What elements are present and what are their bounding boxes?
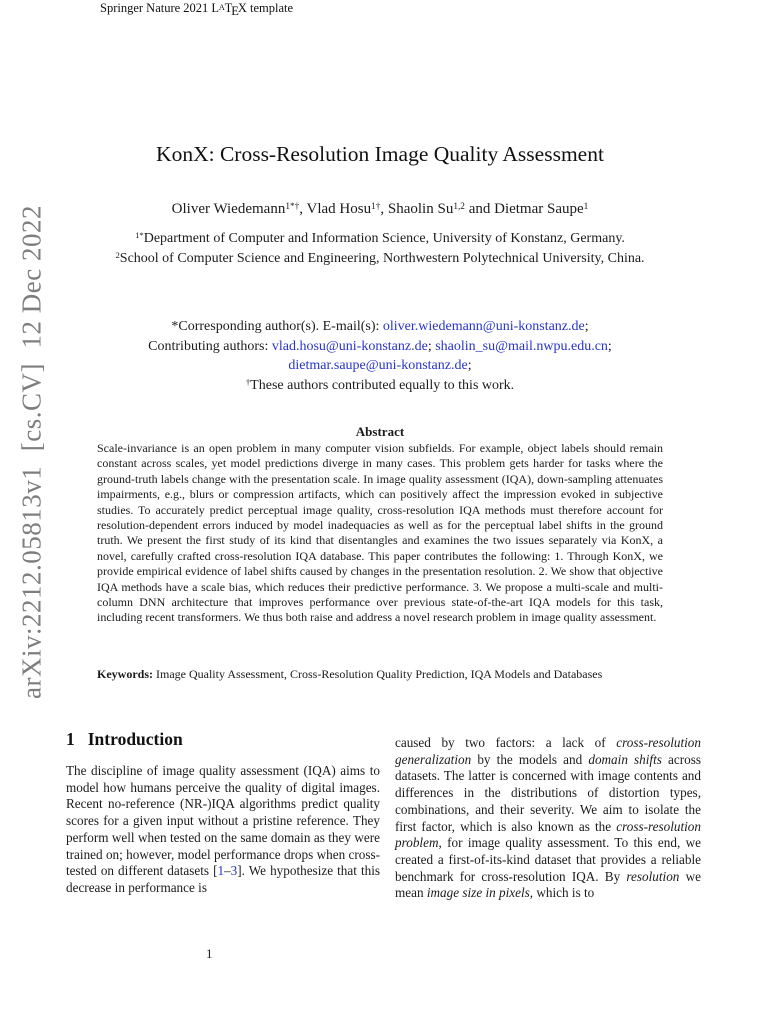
affiliation-2 [88,249,672,269]
text-run: and Dietmar Saupe [464,201,584,217]
keywords-line [97,667,663,682]
superscript: 1* [135,230,144,241]
text-run: – [224,863,231,879]
text-run: by the models and [471,751,589,767]
italic-text: cross-resolution problem [395,818,701,851]
text-run: , which is to [529,885,595,901]
keywords-label: Keywords: [97,667,153,681]
intro-right-column [395,735,701,902]
text-run: Oliver Wiedemann [171,201,286,217]
paper-title: KonX: Cross-Resolution Image Quality Assessment [156,142,604,166]
email-link[interactable]: dietmar.saupe@uni-konstanz.de [288,358,468,373]
italic-text: resolution [626,868,680,884]
text-run: School of Computer Science and Engineering, Northwestern Polytechnical University, China. [119,250,645,266]
text-run: , for image quality assessment. To this end, we created a first-of-its-kind dataset that provides a reliable benchmark for cross-resolution IQA. By [395,835,701,884]
italic-text: domain shifts [588,751,662,767]
text-run: A [218,1,225,12]
email-link[interactable]: shaolin_su@mail.nwpu.edu.cn [435,338,608,354]
contact-block [80,317,680,395]
citation-link[interactable]: 1 [217,863,225,879]
text-run: Springer Nature 2021 L [100,1,220,15]
citation-link[interactable]: 3 [230,863,238,879]
superscript: 1 [583,201,589,212]
superscript: 1† [371,201,381,212]
section-heading-introduction [66,729,183,750]
abstract-heading: Abstract [355,424,405,439]
text-run: X template [237,1,294,15]
author-line [60,201,700,218]
superscript: 1*† [285,201,300,212]
text-run: ]. We hypothesize that this decrease in performance is [66,863,381,895]
text-run: T [224,1,233,15]
superscript: 1,2 [453,201,465,212]
text-run: we mean [395,868,701,901]
keywords-text: Image Quality Assessment, Cross-Resolution Quality Prediction, IQA Models and Databases [153,667,603,681]
email-link[interactable]: vlad.hosu@uni-konstanz.de [271,338,428,354]
text-run: ; [607,338,612,354]
contributing-authors-line [80,337,680,357]
abstract-text: Scale-invariance is an open problem in many computer vision subfields. For example, object labels should remain constant across scales, yet model predictions diverge in many cases. This problem gets harder for tasks where the ground-truth labels change with the presentation scale. In image quality assessment (IQA), down-sampling attenuates impairments, e.g., blurs or compression artifacts, which can positively affect the impression evoked in subjective studies. To accurately predict perceptual image quality, cross-resolution IQA methods must therefore account for resolution-dependent errors induced by model inadequacies as well as for the perceptual label shifts in the ground truth. We present the first study of its kind that disentangles and examines the two issues separately via KonX, a novel, carefully crafted cross-resolution IQA database. This paper contributes the following: 1. Through KonX, we provide empirical evidence of label shifts caused by changes in the presentation resolution. 2. We show that objective IQA methods have a scale bias, which reduces their predictive performance. 3. We propose a multi-scale and multi-column DNN architecture that improves performance over previous state-of-the-art IQA models for this task, including recent transformers. We thus both raise and address a novel research problem in image quality assessment. [97,441,663,625]
text-run: across datasets. The latter is concerned with image contents and differences in the distributions of distortion types, combinations, and their severity. We aim to isolate the first factor, which is also known as the [395,751,702,834]
text-run: Department of Computer and Information Science, University of Konstanz, Germany. [143,231,625,246]
affiliations-block [88,229,672,268]
intro-left-column [66,763,380,897]
superscript: 2 [115,249,120,260]
section-number: 1 [66,729,75,749]
text-run: *Corresponding author(s). E-mail(s): [171,319,383,334]
affiliation-1 [88,229,672,249]
text-run: These authors contributed equally to this work. [250,377,515,393]
contributing-authors-line-2 [80,356,680,376]
template-header [100,1,293,19]
text-run: , Vlad Hosu [299,201,372,217]
arxiv-watermark: arXiv:2212.05813v1 [cs.CV] 12 Dec 2022 [16,205,47,699]
text-run: The discipline of image quality assessment (IQA) aims to model how humans perceive the quality of digital images. Recent no-reference (NR-)IQA algorithms predict quality scores for a given input without a pristine reference. They perform well when tested on the same domain as they were trained on; however, model performance drops when cross-tested on different datasets [ [66,763,380,879]
page-number: 1 [206,946,213,961]
text-run: ; [467,358,472,373]
text-run: , Shaolin Su [380,201,454,217]
equal-contribution-note [80,376,680,396]
text-run: ; [584,319,589,334]
italic-text: image size in pixels [426,885,530,901]
superscript: † [245,376,251,387]
italic-text: cross-resolution generalization [395,735,701,767]
text-run: E [231,3,239,18]
text-run: Contributing authors: [148,338,272,354]
section-title: Introduction [87,729,183,749]
text-run: caused by two factors: a lack of [395,735,617,750]
corresponding-author-line [80,317,680,337]
email-link[interactable]: oliver.wiedemann@uni-konstanz.de [382,319,585,334]
text-run: ; [427,338,436,354]
